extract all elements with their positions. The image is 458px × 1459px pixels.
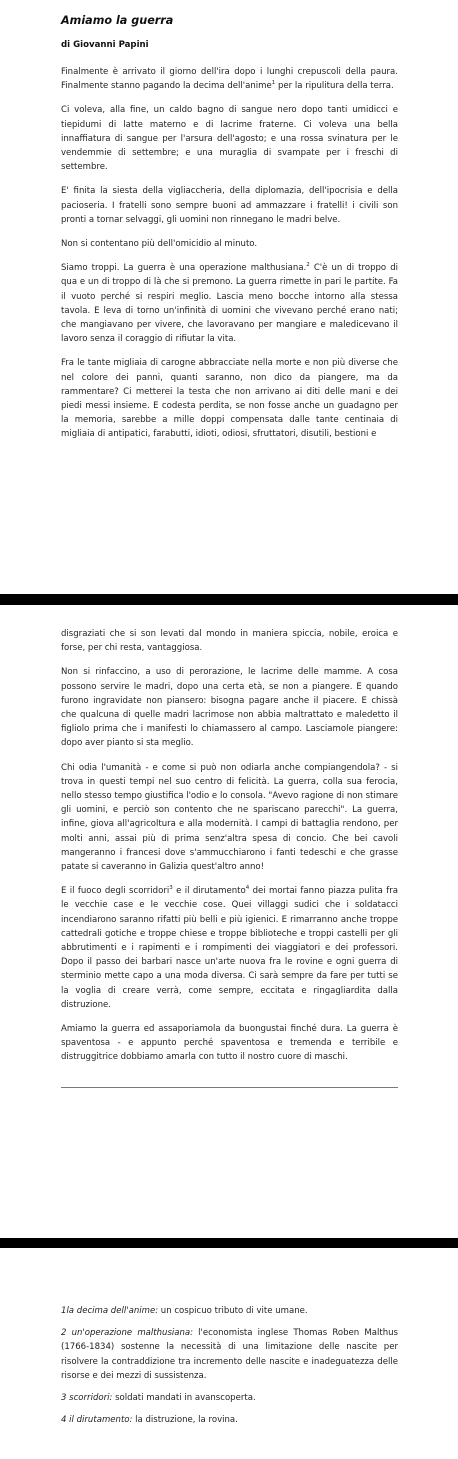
paragraph — [61, 65, 398, 93]
footnote-term: 1la decima dell'anime: — [61, 1306, 159, 1316]
footnote-separator — [61, 1087, 398, 1088]
footnote-ref: 4 — [245, 885, 250, 892]
paragraph: Ci voleva, alla fine, un caldo bagno di sangue nero dopo tanti umidicci e tiepidumi di latte materno e di lacrime fraterne. Ci voleva una bella innaffiatura di sangue per l'arsura dell'agosto; e una rossa svinatura per le vendemmie di settembre; e una muraglia di svampate per i freschi di settembre. — [61, 105, 398, 173]
page-2 — [0, 605, 458, 1238]
paragraph: disgraziati che si son levati dal mondo in maniera spiccia, nobile, eroica e forse, per chi resta, vantaggiosa. — [61, 629, 398, 654]
paragraph: Chi odia l'umanità - e come si può non odiarla anche compiangendola? - si trova in questi tempi nel suo centro di felicità. La guerra, colla sua ferocia, nello stesso tempo giustifica l'odio e lo consola. "Avevo ragione di non stimare gli uomini, e perciò son contento che ne spariscano parecchi". La guerra, infine, giova all'agricoltura e alla modernità. I campi di battaglia rendono, per molti anni, assai più di prima senz'altra spesa di concio. Che bei cavoli mangeranno i francesi dove s'ammucchiarono i fanti tedeschi e che grasse patate si caveranno in Galizia quest'altro anno! — [61, 762, 398, 873]
footnote-text: l'economista inglese Thomas Roben Malthus (1766-1834) sostenne la necessità di una limitazione delle nascite per risolvere la contraddizione tra incremento delle nascite e inadeguatezza delle risorse e dei mezzi di sussistenza. — [61, 1328, 398, 1381]
paragraph: E' finita la siesta della vigliaccheria, della diplomazia, dell'ipocrisia e della pacioseria. I fratelli sono sempre buoni ad ammazzare i fratelli! i civili son pronti a tornar selvaggi, gli uomini non rinnegano le madri belve. — [61, 186, 398, 225]
paragraph — [61, 261, 398, 346]
paragraph-text: C'è un di troppo di qua e un di troppo di là che si premono. La guerra rimette in pari le partite. Fa il vuoto perché si respiri meglio. Lascia meno bocche intorno alla stessa tavola. E leva di torno un'infinità di uomini che vivevano perché erano nati; che mangiavano per vivere, che lavoravano per mangiare e maledicevano il lavoro senza il coraggio di rifiutar la vita. — [61, 263, 398, 345]
footnote-ref: 1 — [271, 80, 276, 87]
paragraph-text: per la ripulitura della terra. — [275, 81, 394, 92]
paragraph-text: e il dirutamento — [172, 886, 246, 897]
footnote-ref: 3 — [169, 885, 173, 892]
footnote-term: 3 scorridori: — [61, 1393, 113, 1404]
paragraph — [61, 884, 398, 1012]
page-3 — [0, 1248, 458, 1459]
document-title: Amiamo la guerra — [61, 14, 174, 27]
footnote-ref: 2 — [306, 262, 310, 269]
paragraph-text: dei mortai fanno piazza pulita fra le vecchie case e le vecchie cose. Quei villaggi sudici che i soldatacci incendiarono saranno rifatti più belli e più igienici. E rimarranno anche troppe cattedrali gotiche e troppe chiese e troppe biblioteche e troppi castelli per gli abbrutimenti e i rapimenti e i rompimenti dei viaggiatori e dei professori. Dopo il passo dei barbari nasce un'arte nuova fra le rovine e ogni guerra di sterminio mette capo a una moda diversa. Ci sarà sempre da fare per tutti se la voglia di creare verrà, come sempre, eccitata e ringagliardita dalla distruzione. — [61, 886, 399, 1010]
footnote-text: un cospicuo tributo di vite umane. — [158, 1306, 308, 1316]
page-1 — [0, 0, 458, 594]
footnote — [61, 1391, 398, 1405]
paragraph: Non si contentano più dell'omicidio al minuto. — [61, 239, 258, 250]
footnote-term: 2 un'operazione malthusiana: — [61, 1328, 194, 1339]
footnote — [61, 1304, 398, 1318]
footnote — [61, 1326, 398, 1383]
document-author: di Giovanni Papini — [61, 40, 149, 50]
footnote-term: 4 il dirutamento: — [61, 1415, 133, 1426]
paragraph-text: Siamo troppi. La guerra è una operazione malthusiana. — [61, 263, 307, 274]
paragraph-text: E il fuoco degli scorridori — [61, 886, 170, 897]
paragraph: Fra le tante migliaia di carogne abbracciate nella morte e non più diverse che nel colore dei panni, quanti saranno, non dico da piangere, ma da rammentare? Ci metterei la testa che non arrivano ai diti delle mani e dei piedi messi insieme. E codesta perdita, se non fosse anche un guadagno per la memoria, sarebbe a mille doppi compensata dalle tante centinaia di migliaia di antipatici, farabutti, idioti, odiosi, sfruttatori, disutili, bestioni e — [61, 358, 398, 440]
paragraph: Amiamo la guerra ed assaporiamola da buongustai finché dura. La guerra è spaventosa - e appunto perché spaventosa e tremenda e terribile e distruggitrice dobbiamo amarla con tutto il nostro cuore di maschi. — [61, 1024, 398, 1063]
footnote-text: la distruzione, la rovina. — [132, 1415, 238, 1426]
paragraph-text: Finalmente è arrivato il giorno dell'ira dopo i lunghi crepuscoli della paura. Finalmente stanno pagando la decima dell'anime — [61, 67, 398, 92]
paragraph: Non si rinfaccino, a uso di perorazione, le lacrime delle mamme. A cosa possono servire le madri, dopo una certa età, se non a piangere. E quando furono ingravidate non piansero: bisogna pagare anche il piacere. E chissà che qualcuna di quelle madri lacrimose non abbia maltrattato e maledetto il figliolo prima che i manifesti lo chiamassero al campo. Lasciamole piangere: dopo aver pianto si sta meglio. — [61, 667, 398, 749]
footnote-text: soldati mandati in avanscoperta. — [112, 1393, 256, 1404]
footnote — [61, 1413, 398, 1427]
